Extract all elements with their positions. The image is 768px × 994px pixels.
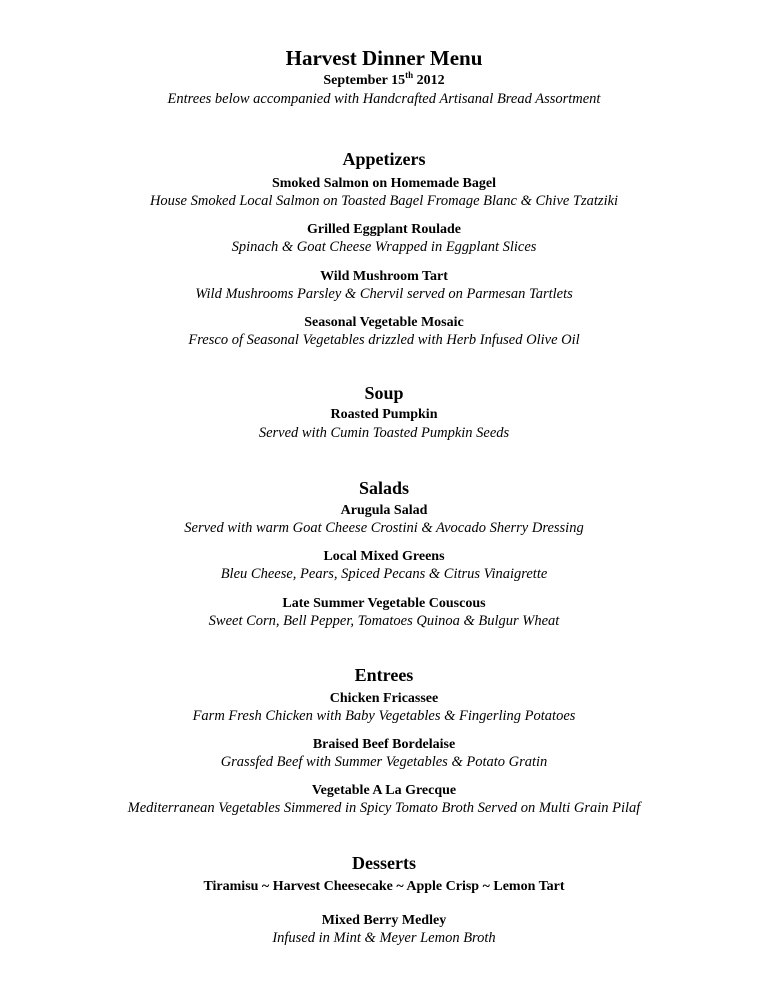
menu-subtitle: Entrees below accompanied with Handcrafted Artisanal Bread Assortment bbox=[167, 91, 601, 107]
salad-name: Late Summer Vegetable Couscous bbox=[282, 596, 486, 611]
salad-desc: Sweet Corn, Bell Pepper, Tomatoes Quinoa & Bulgur Wheat bbox=[208, 613, 560, 629]
dessert-list: Tiramisu ~ Harvest Cheesecake ~ Apple Crisp ~ Lemon Tart bbox=[203, 879, 565, 894]
entree-name: Braised Beef Bordelaise bbox=[312, 737, 456, 752]
salad-name: Arugula Salad bbox=[340, 503, 428, 518]
menu-date bbox=[0, 70, 768, 88]
soup-name: Roasted Pumpkin bbox=[330, 407, 438, 422]
section-heading-appetizers: Appetizers bbox=[342, 149, 426, 169]
appetizer-desc: Spinach & Goat Cheese Wrapped in Eggplant Slices bbox=[231, 239, 537, 255]
date-day: September 15 bbox=[323, 73, 406, 88]
entree-name: Chicken Fricassee bbox=[329, 691, 439, 706]
section-heading-desserts: Desserts bbox=[352, 853, 416, 873]
appetizer-name: Smoked Salmon on Homemade Bagel bbox=[271, 176, 496, 191]
entree-desc: Mediterranean Vegetables Simmered in Spicy Tomato Broth Served on Multi Grain Pilaf bbox=[127, 800, 641, 816]
entree-desc: Grassfed Beef with Summer Vegetables & Potato Gratin bbox=[220, 754, 548, 770]
section-heading-soup: Soup bbox=[364, 383, 404, 403]
appetizer-desc: Wild Mushrooms Parsley & Chervil served on Parmesan Tartlets bbox=[195, 286, 573, 302]
date-year: 2012 bbox=[413, 73, 445, 88]
section-heading-salads: Salads bbox=[358, 478, 410, 498]
appetizer-name: Wild Mushroom Tart bbox=[320, 269, 448, 284]
appetizer-desc: Fresco of Seasonal Vegetables drizzled with Herb Infused Olive Oil bbox=[188, 332, 580, 348]
dessert-desc: Infused in Mint & Meyer Lemon Broth bbox=[272, 930, 496, 946]
salad-desc: Served with warm Goat Cheese Crostini & Avocado Sherry Dressing bbox=[184, 520, 584, 536]
entree-desc: Farm Fresh Chicken with Baby Vegetables & Fingerling Potatoes bbox=[192, 708, 576, 724]
section-heading-entrees: Entrees bbox=[354, 665, 414, 685]
date-ordinal: th bbox=[405, 70, 414, 80]
soup-desc: Served with Cumin Toasted Pumpkin Seeds bbox=[258, 425, 510, 441]
salad-name: Local Mixed Greens bbox=[323, 549, 445, 564]
dessert-name: Mixed Berry Medley bbox=[321, 913, 447, 928]
menu-title: Harvest Dinner Menu bbox=[285, 46, 483, 70]
appetizer-name: Seasonal Vegetable Mosaic bbox=[304, 315, 464, 330]
entree-name: Vegetable A La Grecque bbox=[311, 783, 457, 798]
appetizer-name: Grilled Eggplant Roulade bbox=[306, 222, 462, 237]
appetizer-desc: House Smoked Local Salmon on Toasted Bagel Fromage Blanc & Chive Tzatziki bbox=[149, 193, 619, 209]
salad-desc: Bleu Cheese, Pears, Spiced Pecans & Citrus Vinaigrette bbox=[220, 566, 548, 582]
